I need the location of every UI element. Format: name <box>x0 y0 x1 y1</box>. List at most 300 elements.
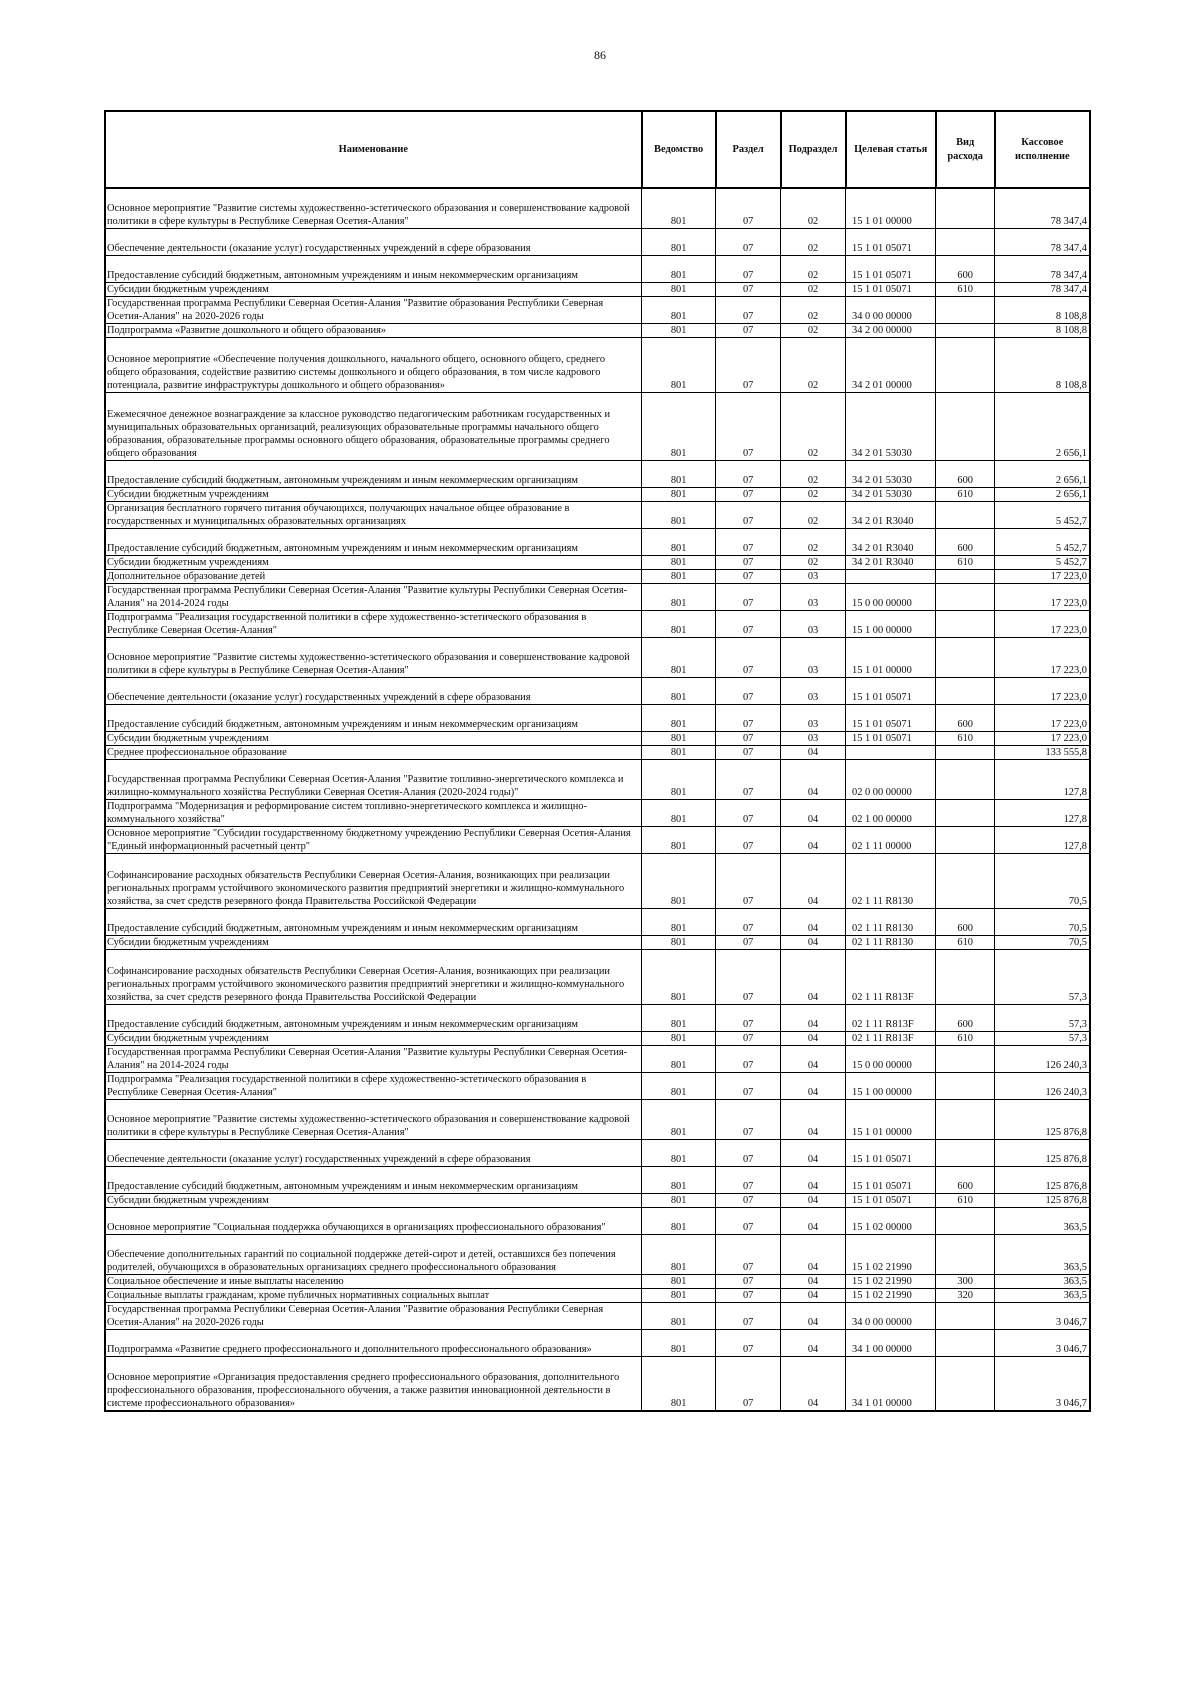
row-vedomstvo: 801 <box>642 1356 716 1411</box>
row-amount: 17 223,0 <box>995 583 1090 610</box>
table-row <box>105 1099 1090 1139</box>
row-name: Подпрограмма «Развитие дошкольного и общего образования» <box>105 323 642 337</box>
row-razdel: 07 <box>716 908 781 935</box>
row-amount: 2 656,1 <box>995 392 1090 460</box>
row-podrazdel: 04 <box>781 1234 846 1274</box>
row-podrazdel: 04 <box>781 1329 846 1356</box>
header-celevaya-statya: Целевая статья <box>846 111 936 188</box>
row-vedomstvo: 801 <box>642 1288 716 1302</box>
row-vid-rashoda <box>936 392 995 460</box>
row-vedomstvo: 801 <box>642 1302 716 1329</box>
row-name: Обеспечение деятельности (оказание услуг) государственных учреждений в сфере образования <box>105 677 642 704</box>
row-amount: 363,5 <box>995 1274 1090 1288</box>
row-vid-rashoda <box>936 949 995 1004</box>
row-razdel: 07 <box>716 704 781 731</box>
row-razdel: 07 <box>716 637 781 677</box>
row-amount: 17 223,0 <box>995 677 1090 704</box>
row-razdel: 07 <box>716 1329 781 1356</box>
row-vid-rashoda: 610 <box>936 1193 995 1207</box>
row-amount: 78 347,4 <box>995 255 1090 282</box>
row-podrazdel: 02 <box>781 188 846 228</box>
row-celevaya-statya: 34 2 01 R3040 <box>846 555 936 569</box>
row-vid-rashoda: 600 <box>936 255 995 282</box>
row-podrazdel: 04 <box>781 935 846 949</box>
row-vedomstvo: 801 <box>642 826 716 853</box>
row-vedomstvo: 801 <box>642 255 716 282</box>
row-podrazdel: 04 <box>781 745 846 759</box>
row-amount: 57,3 <box>995 1004 1090 1031</box>
row-celevaya-statya: 34 2 01 53030 <box>846 392 936 460</box>
table-row <box>105 501 1090 528</box>
table-row <box>105 826 1090 853</box>
row-amount: 125 876,8 <box>995 1139 1090 1166</box>
row-celevaya-statya: 34 2 01 53030 <box>846 460 936 487</box>
row-celevaya-statya: 15 0 00 00000 <box>846 1045 936 1072</box>
row-vedomstvo: 801 <box>642 1207 716 1234</box>
table-row <box>105 1166 1090 1193</box>
row-name: Ежемесячное денежное вознаграждение за классное руководство педагогическим работникам государственных и муниципальных образовательных организаций, реализующих образовательные программы начального общего образования, образовательные программы основного общего образования, образовательные программы среднего общего образования <box>105 392 642 460</box>
row-celevaya-statya: 02 1 11 R813F <box>846 1004 936 1031</box>
header-vid-rashoda: Вид расхода <box>936 111 995 188</box>
row-celevaya-statya: 34 0 00 00000 <box>846 1302 936 1329</box>
row-celevaya-statya: 02 0 00 00000 <box>846 759 936 799</box>
row-celevaya-statya: 15 1 00 00000 <box>846 610 936 637</box>
row-celevaya-statya: 15 1 02 21990 <box>846 1274 936 1288</box>
row-name: Государственная программа Республики Северная Осетия-Алания "Развитие культуры Республики Северная Осетия-Алания" на 2014-2024 годы <box>105 583 642 610</box>
table-row <box>105 1207 1090 1234</box>
row-vid-rashoda <box>936 610 995 637</box>
row-celevaya-statya: 02 1 11 R813F <box>846 1031 936 1045</box>
row-amount: 3 046,7 <box>995 1356 1090 1411</box>
row-celevaya-statya: 15 1 01 05071 <box>846 704 936 731</box>
table-row <box>105 759 1090 799</box>
row-vedomstvo: 801 <box>642 1031 716 1045</box>
row-vid-rashoda <box>936 1045 995 1072</box>
table-row <box>105 188 1090 228</box>
row-amount: 125 876,8 <box>995 1193 1090 1207</box>
row-vedomstvo: 801 <box>642 949 716 1004</box>
row-vedomstvo: 801 <box>642 1045 716 1072</box>
row-name: Предоставление субсидий бюджетным, автономным учреждениям и иным некоммерческим организациям <box>105 704 642 731</box>
row-vedomstvo: 801 <box>642 392 716 460</box>
row-celevaya-statya <box>846 569 936 583</box>
row-podrazdel: 02 <box>781 255 846 282</box>
row-vid-rashoda: 610 <box>936 555 995 569</box>
row-amount: 3 046,7 <box>995 1302 1090 1329</box>
row-vedomstvo: 801 <box>642 323 716 337</box>
row-vid-rashoda: 600 <box>936 704 995 731</box>
row-celevaya-statya: 15 1 01 00000 <box>846 1099 936 1139</box>
row-razdel: 07 <box>716 323 781 337</box>
row-podrazdel: 02 <box>781 555 846 569</box>
row-vedomstvo: 801 <box>642 637 716 677</box>
row-vedomstvo: 801 <box>642 228 716 255</box>
row-amount: 17 223,0 <box>995 610 1090 637</box>
row-amount: 5 452,7 <box>995 528 1090 555</box>
row-razdel: 07 <box>716 1193 781 1207</box>
table-row <box>105 569 1090 583</box>
row-name: Основное мероприятие "Субсидии государственному бюджетному учреждению Республики Северная Осетия-Алания "Единый информационный расчетный центр" <box>105 826 642 853</box>
row-vedomstvo: 801 <box>642 282 716 296</box>
row-amount: 8 108,8 <box>995 296 1090 323</box>
row-razdel: 07 <box>716 501 781 528</box>
row-razdel: 07 <box>716 1139 781 1166</box>
row-razdel: 07 <box>716 1004 781 1031</box>
row-celevaya-statya: 15 1 01 05071 <box>846 228 936 255</box>
row-vid-rashoda <box>936 1099 995 1139</box>
row-name: Государственная программа Республики Северная Осетия-Алания "Развитие культуры Республики Северная Осетия-Алания" на 2014-2024 годы <box>105 1045 642 1072</box>
row-amount: 125 876,8 <box>995 1099 1090 1139</box>
row-celevaya-statya: 34 2 01 R3040 <box>846 528 936 555</box>
row-podrazdel: 03 <box>781 610 846 637</box>
row-podrazdel: 03 <box>781 583 846 610</box>
table-row <box>105 949 1090 1004</box>
row-podrazdel: 02 <box>781 487 846 501</box>
table-body <box>105 188 1090 1411</box>
row-vid-rashoda <box>936 759 995 799</box>
row-celevaya-statya: 15 1 01 05071 <box>846 1166 936 1193</box>
row-name: Предоставление субсидий бюджетным, автономным учреждениям и иным некоммерческим организациям <box>105 908 642 935</box>
table-row <box>105 799 1090 826</box>
row-amount: 126 240,3 <box>995 1045 1090 1072</box>
row-celevaya-statya: 34 1 00 00000 <box>846 1329 936 1356</box>
row-vedomstvo: 801 <box>642 296 716 323</box>
row-razdel: 07 <box>716 337 781 392</box>
row-amount: 57,3 <box>995 949 1090 1004</box>
row-podrazdel: 02 <box>781 282 846 296</box>
table-row <box>105 1004 1090 1031</box>
row-podrazdel: 04 <box>781 1288 846 1302</box>
row-celevaya-statya: 15 1 01 05071 <box>846 1193 936 1207</box>
table-row <box>105 1139 1090 1166</box>
header-vedomstvo: Ведомство <box>642 111 716 188</box>
table-row <box>105 1329 1090 1356</box>
row-amount: 5 452,7 <box>995 555 1090 569</box>
table-row <box>105 908 1090 935</box>
row-name: Подпрограмма "Реализация государственной политики в сфере художественно-эстетического образования в Республике Северная Осетия-Алания" <box>105 1072 642 1099</box>
row-amount: 8 108,8 <box>995 337 1090 392</box>
row-amount: 8 108,8 <box>995 323 1090 337</box>
row-razdel: 07 <box>716 1072 781 1099</box>
table-row <box>105 392 1090 460</box>
row-amount: 363,5 <box>995 1207 1090 1234</box>
table-row <box>105 323 1090 337</box>
row-vedomstvo: 801 <box>642 528 716 555</box>
row-podrazdel: 03 <box>781 677 846 704</box>
table-row <box>105 1031 1090 1045</box>
table-header-row <box>105 111 1090 188</box>
row-vid-rashoda <box>936 677 995 704</box>
row-name: Основное мероприятие «Организация предоставления среднего профессионального образования, дополнительного профессионального образования, профессионального обучения, а также развития инновационной деятельности в системе профессионального образования» <box>105 1356 642 1411</box>
row-celevaya-statya: 15 1 02 21990 <box>846 1288 936 1302</box>
row-name: Подпрограмма "Модернизация и реформирование систем топливно-энергетического комплекса и жилищно-коммунального хозяйства" <box>105 799 642 826</box>
row-name: Обеспечение деятельности (оказание услуг) государственных учреждений в сфере образования <box>105 228 642 255</box>
table-row <box>105 610 1090 637</box>
row-vid-rashoda: 600 <box>936 528 995 555</box>
table-row <box>105 282 1090 296</box>
row-amount: 363,5 <box>995 1288 1090 1302</box>
row-podrazdel: 04 <box>781 759 846 799</box>
row-razdel: 07 <box>716 935 781 949</box>
table-row <box>105 1234 1090 1274</box>
table-row <box>105 637 1090 677</box>
row-celevaya-statya: 02 1 00 00000 <box>846 799 936 826</box>
row-celevaya-statya: 15 1 01 05071 <box>846 677 936 704</box>
row-podrazdel: 04 <box>781 908 846 935</box>
row-name: Субсидии бюджетным учреждениям <box>105 1193 642 1207</box>
header-podrazdel: Подраздел <box>781 111 846 188</box>
row-name: Государственная программа Республики Северная Осетия-Алания "Развитие образования Республики Северная Осетия-Алания" на 2020-2026 годы <box>105 296 642 323</box>
row-celevaya-statya: 15 1 01 00000 <box>846 188 936 228</box>
row-podrazdel: 04 <box>781 949 846 1004</box>
row-vid-rashoda <box>936 228 995 255</box>
row-podrazdel: 04 <box>781 799 846 826</box>
row-razdel: 07 <box>716 853 781 908</box>
row-podrazdel: 03 <box>781 731 846 745</box>
row-amount: 78 347,4 <box>995 188 1090 228</box>
row-razdel: 07 <box>716 392 781 460</box>
row-celevaya-statya: 15 1 01 05071 <box>846 255 936 282</box>
row-amount: 3 046,7 <box>995 1329 1090 1356</box>
row-razdel: 07 <box>716 799 781 826</box>
table-row <box>105 1072 1090 1099</box>
table-row <box>105 853 1090 908</box>
row-podrazdel: 04 <box>781 1302 846 1329</box>
table-row <box>105 704 1090 731</box>
row-podrazdel: 04 <box>781 1045 846 1072</box>
page-number: 86 <box>594 48 606 62</box>
table-row <box>105 1193 1090 1207</box>
row-celevaya-statya: 15 1 02 00000 <box>846 1207 936 1234</box>
row-name: Предоставление субсидий бюджетным, автономным учреждениям и иным некоммерческим организациям <box>105 1166 642 1193</box>
row-vid-rashoda <box>936 323 995 337</box>
row-name: Субсидии бюджетным учреждениям <box>105 555 642 569</box>
row-razdel: 07 <box>716 1302 781 1329</box>
row-name: Социальные выплаты гражданам, кроме публичных нормативных социальных выплат <box>105 1288 642 1302</box>
row-celevaya-statya: 15 0 00 00000 <box>846 583 936 610</box>
row-vid-rashoda: 610 <box>936 731 995 745</box>
row-podrazdel: 02 <box>781 460 846 487</box>
row-podrazdel: 04 <box>781 1072 846 1099</box>
row-name: Основное мероприятие "Развитие системы художественно-эстетического образования и совершенствование кадровой политики в сфере культуры в Республике Северная Осетия-Алания" <box>105 637 642 677</box>
row-vedomstvo: 801 <box>642 1166 716 1193</box>
row-podrazdel: 04 <box>781 1274 846 1288</box>
row-vid-rashoda <box>936 745 995 759</box>
row-vedomstvo: 801 <box>642 908 716 935</box>
row-podrazdel: 04 <box>781 826 846 853</box>
row-name: Основное мероприятие "Социальная поддержка обучающихся в организациях профессионального образования" <box>105 1207 642 1234</box>
row-amount: 78 347,4 <box>995 228 1090 255</box>
table-row <box>105 1302 1090 1329</box>
row-podrazdel: 04 <box>781 1004 846 1031</box>
row-vid-rashoda <box>936 188 995 228</box>
row-razdel: 07 <box>716 610 781 637</box>
row-podrazdel: 02 <box>781 528 846 555</box>
row-podrazdel: 04 <box>781 1166 846 1193</box>
table-row <box>105 487 1090 501</box>
row-celevaya-statya: 34 2 01 53030 <box>846 487 936 501</box>
row-razdel: 07 <box>716 949 781 1004</box>
table-row <box>105 460 1090 487</box>
header-name: Наименование <box>105 111 642 188</box>
row-vedomstvo: 801 <box>642 1193 716 1207</box>
table-row <box>105 1274 1090 1288</box>
row-vedomstvo: 801 <box>642 731 716 745</box>
row-celevaya-statya: 34 0 00 00000 <box>846 296 936 323</box>
table-row <box>105 228 1090 255</box>
row-name: Подпрограмма "Реализация государственной политики в сфере художественно-эстетического образования в Республике Северная Осетия-Алания" <box>105 610 642 637</box>
row-name: Софинансирование расходных обязательств Республики Северная Осетия-Алания, возникающих при реализации региональных программ устойчивого экономического развития предприятий энергетики и жилищно-коммунального хозяйства, за счет средств резервного фонда Правительства Российской Федерации <box>105 853 642 908</box>
row-vedomstvo: 801 <box>642 1139 716 1166</box>
row-vedomstvo: 801 <box>642 569 716 583</box>
table-row <box>105 555 1090 569</box>
row-podrazdel: 04 <box>781 1139 846 1166</box>
row-podrazdel: 02 <box>781 337 846 392</box>
table-row <box>105 528 1090 555</box>
row-vedomstvo: 801 <box>642 704 716 731</box>
row-vedomstvo: 801 <box>642 501 716 528</box>
row-amount: 2 656,1 <box>995 487 1090 501</box>
row-vid-rashoda <box>936 1072 995 1099</box>
table-row <box>105 677 1090 704</box>
row-razdel: 07 <box>716 1274 781 1288</box>
table-row <box>105 296 1090 323</box>
row-podrazdel: 03 <box>781 637 846 677</box>
table-row <box>105 1356 1090 1411</box>
row-name: Основное мероприятие «Обеспечение получения дошкольного, начального общего, основного общего, среднего общего образования, содействие развитию системы дошкольного и общего образования, в том числе кадрового потенциала, развитие инфраструктуры дошкольного и общего образования» <box>105 337 642 392</box>
row-razdel: 07 <box>716 569 781 583</box>
row-name: Дополнительное образование детей <box>105 569 642 583</box>
row-razdel: 07 <box>716 282 781 296</box>
row-vid-rashoda <box>936 637 995 677</box>
row-razdel: 07 <box>716 745 781 759</box>
row-vid-rashoda <box>936 337 995 392</box>
table-row <box>105 731 1090 745</box>
row-razdel: 07 <box>716 677 781 704</box>
row-vid-rashoda: 600 <box>936 460 995 487</box>
row-vid-rashoda: 600 <box>936 1166 995 1193</box>
row-vedomstvo: 801 <box>642 1234 716 1274</box>
row-vid-rashoda: 610 <box>936 487 995 501</box>
row-razdel: 07 <box>716 255 781 282</box>
row-name: Социальное обеспечение и иные выплаты населению <box>105 1274 642 1288</box>
row-vid-rashoda <box>936 1329 995 1356</box>
row-amount: 5 452,7 <box>995 501 1090 528</box>
row-podrazdel: 02 <box>781 296 846 323</box>
row-podrazdel: 02 <box>781 392 846 460</box>
row-vid-rashoda: 300 <box>936 1274 995 1288</box>
row-celevaya-statya: 34 2 01 00000 <box>846 337 936 392</box>
header-razdel: Раздел <box>716 111 781 188</box>
row-celevaya-statya: 15 1 00 00000 <box>846 1072 936 1099</box>
row-vedomstvo: 801 <box>642 1072 716 1099</box>
row-vedomstvo: 801 <box>642 799 716 826</box>
row-vid-rashoda <box>936 799 995 826</box>
row-vedomstvo: 801 <box>642 745 716 759</box>
row-podrazdel: 03 <box>781 569 846 583</box>
table-row <box>105 935 1090 949</box>
header-kassovoe-ispolnenie: Кассовое исполнение <box>995 111 1090 188</box>
row-vedomstvo: 801 <box>642 610 716 637</box>
row-name: Среднее профессиональное образование <box>105 745 642 759</box>
row-vedomstvo: 801 <box>642 759 716 799</box>
row-vedomstvo: 801 <box>642 1274 716 1288</box>
row-amount: 17 223,0 <box>995 704 1090 731</box>
row-celevaya-statya: 15 1 01 05071 <box>846 1139 936 1166</box>
row-vid-rashoda <box>936 1356 995 1411</box>
row-razdel: 07 <box>716 1234 781 1274</box>
row-razdel: 07 <box>716 487 781 501</box>
row-vedomstvo: 801 <box>642 1099 716 1139</box>
row-vid-rashoda: 320 <box>936 1288 995 1302</box>
row-name: Государственная программа Республики Северная Осетия-Алания "Развитие топливно-энергетического комплекса и жилищно-коммунального хозяйства Республики Северная Осетия-Алания (2020-2024 годы)" <box>105 759 642 799</box>
row-razdel: 07 <box>716 555 781 569</box>
row-name: Основное мероприятие "Развитие системы художественно-эстетического образования и совершенствование кадровой политики в сфере культуры в Республике Северная Осетия-Алания" <box>105 188 642 228</box>
row-razdel: 07 <box>716 1166 781 1193</box>
budget-execution-table <box>104 110 1091 1412</box>
row-vid-rashoda <box>936 1234 995 1274</box>
row-name: Подпрограмма «Развитие среднего профессионального и дополнительного профессионального образования» <box>105 1329 642 1356</box>
row-name: Основное мероприятие "Развитие системы художественно-эстетического образования и совершенствование кадровой политики в сфере культуры в Республике Северная Осетия-Алания" <box>105 1099 642 1139</box>
row-podrazdel: 04 <box>781 1031 846 1045</box>
row-name: Субсидии бюджетным учреждениям <box>105 487 642 501</box>
row-vedomstvo: 801 <box>642 935 716 949</box>
table-row <box>105 337 1090 392</box>
row-podrazdel: 04 <box>781 1193 846 1207</box>
row-celevaya-statya: 02 1 11 R8130 <box>846 853 936 908</box>
row-vedomstvo: 801 <box>642 555 716 569</box>
row-amount: 2 656,1 <box>995 460 1090 487</box>
row-razdel: 07 <box>716 1031 781 1045</box>
row-amount: 17 223,0 <box>995 731 1090 745</box>
row-celevaya-statya: 02 1 11 00000 <box>846 826 936 853</box>
row-podrazdel: 02 <box>781 323 846 337</box>
row-name: Субсидии бюджетным учреждениям <box>105 1031 642 1045</box>
row-celevaya-statya: 02 1 11 R8130 <box>846 935 936 949</box>
table-row <box>105 745 1090 759</box>
row-razdel: 07 <box>716 1288 781 1302</box>
row-amount: 70,5 <box>995 853 1090 908</box>
row-name: Государственная программа Республики Северная Осетия-Алания "Развитие образования Республики Северная Осетия-Алания" на 2020-2026 годы <box>105 1302 642 1329</box>
row-amount: 125 876,8 <box>995 1166 1090 1193</box>
row-celevaya-statya <box>846 745 936 759</box>
row-razdel: 07 <box>716 296 781 323</box>
row-celevaya-statya: 34 2 01 R3040 <box>846 501 936 528</box>
row-vid-rashoda <box>936 1207 995 1234</box>
row-vid-rashoda: 610 <box>936 282 995 296</box>
row-vid-rashoda: 610 <box>936 1031 995 1045</box>
row-celevaya-statya: 15 1 01 05071 <box>846 282 936 296</box>
row-podrazdel: 04 <box>781 1356 846 1411</box>
row-celevaya-statya: 02 1 11 R8130 <box>846 908 936 935</box>
row-vid-rashoda <box>936 583 995 610</box>
row-razdel: 07 <box>716 1099 781 1139</box>
row-vid-rashoda <box>936 1139 995 1166</box>
row-celevaya-statya: 15 1 02 21990 <box>846 1234 936 1274</box>
row-amount: 127,8 <box>995 826 1090 853</box>
row-amount: 57,3 <box>995 1031 1090 1045</box>
row-razdel: 07 <box>716 228 781 255</box>
row-razdel: 07 <box>716 583 781 610</box>
row-amount: 70,5 <box>995 935 1090 949</box>
row-razdel: 07 <box>716 759 781 799</box>
row-amount: 133 555,8 <box>995 745 1090 759</box>
row-name: Предоставление субсидий бюджетным, автономным учреждениям и иным некоммерческим организациям <box>105 528 642 555</box>
row-vedomstvo: 801 <box>642 188 716 228</box>
row-vid-rashoda: 610 <box>936 935 995 949</box>
row-name: Субсидии бюджетным учреждениям <box>105 935 642 949</box>
row-name: Организация бесплатного горячего питания обучающихся, получающих начальное общее образование в государственных и муниципальных образовательных организациях <box>105 501 642 528</box>
